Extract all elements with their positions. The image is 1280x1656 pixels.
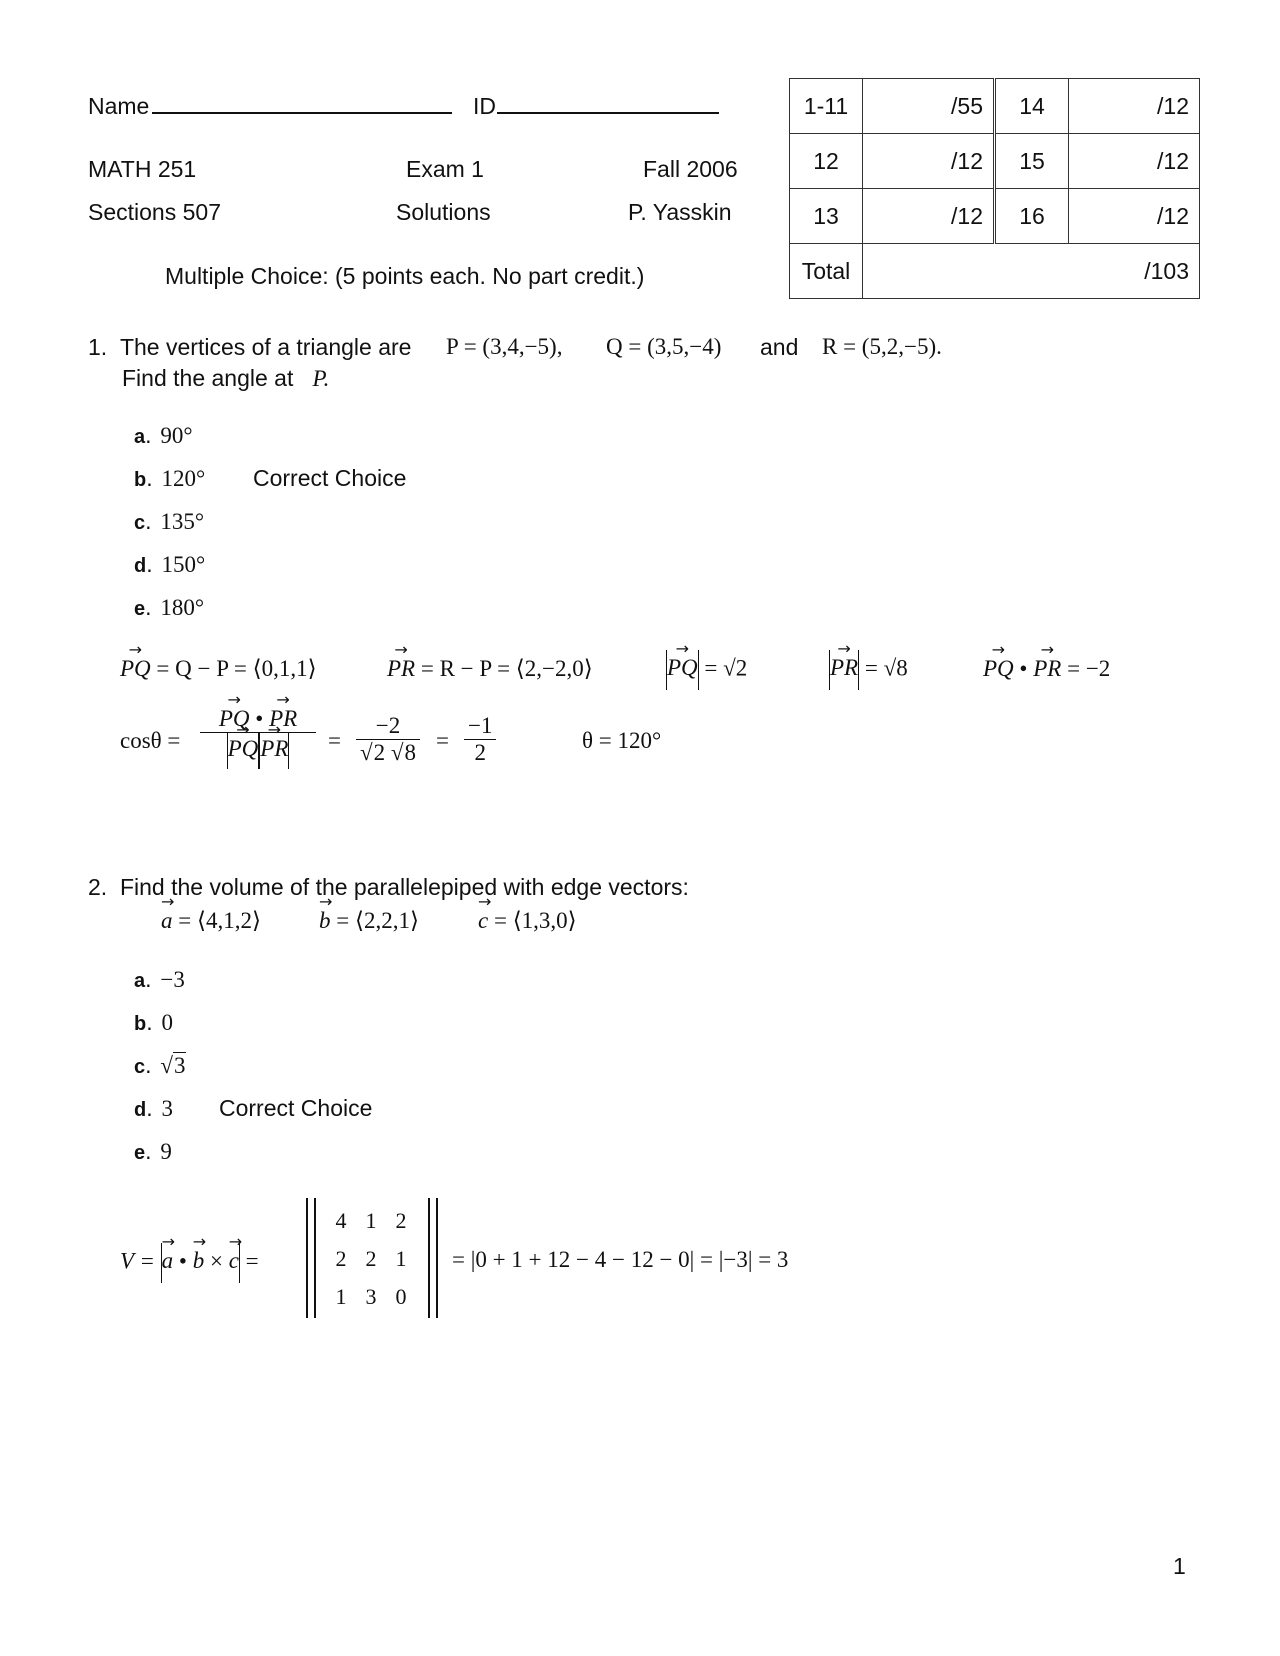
vector-b: → b = ⟨2,2,1⟩ bbox=[319, 908, 419, 934]
choice-c[interactable]: c. 135° bbox=[134, 508, 205, 534]
table-cell: /12 bbox=[1069, 189, 1200, 244]
choice-e[interactable]: e. 9 bbox=[134, 1138, 172, 1164]
choice-c[interactable]: c. √3 bbox=[134, 1052, 186, 1078]
dot-product: → PQ • → PR = −2 bbox=[983, 656, 1110, 682]
table-cell: 1-11 bbox=[790, 79, 863, 134]
table-row bbox=[790, 189, 1200, 244]
table-row bbox=[790, 134, 1200, 189]
page-number: 1 bbox=[1173, 1553, 1186, 1579]
term: Fall 2006 bbox=[643, 156, 738, 182]
name-field[interactable] bbox=[152, 112, 452, 114]
choice-b[interactable]: b. 0 bbox=[134, 1009, 173, 1035]
instructor: P. Yasskin bbox=[628, 199, 732, 225]
table-cell: 14 bbox=[995, 79, 1069, 134]
problem-number: 2 bbox=[88, 874, 101, 900]
choice-a[interactable]: a. −3 bbox=[134, 966, 185, 992]
table-cell: 15 bbox=[995, 134, 1069, 189]
choice-a[interactable]: a. 90° bbox=[134, 422, 193, 448]
problem-1-line2: Find the angle at P. bbox=[122, 365, 330, 391]
score-table bbox=[789, 78, 1200, 299]
cos-fraction: → PQ • → PR → PQ→ PR bbox=[200, 706, 316, 769]
point-r: R = (5,2,−5). bbox=[822, 334, 942, 359]
choice-e[interactable]: e. 180° bbox=[134, 594, 205, 620]
total-label: Total bbox=[790, 244, 863, 299]
table-cell: 16 bbox=[995, 189, 1069, 244]
problem-1-number-row: 1. The vertices of a triangle are bbox=[88, 334, 412, 360]
exam: Exam 1 bbox=[406, 156, 484, 182]
pr-magnitude: → PR = √8 bbox=[829, 650, 908, 690]
table-cell: 12 bbox=[790, 134, 863, 189]
determinant-bar bbox=[306, 1198, 308, 1318]
volume-result: = |0 + 1 + 12 − 4 − 12 − 0| = |−3| = 3 bbox=[452, 1247, 789, 1272]
problem-text: Find the volume of the parallelepiped with edge vectors: bbox=[119, 874, 689, 900]
correct-choice-mark: Correct Choice bbox=[253, 465, 407, 491]
table-cell: 13 bbox=[790, 189, 863, 244]
doc-type: Solutions bbox=[396, 199, 491, 225]
pq-definition: → PQ = Q − P = ⟨0,1,1⟩ bbox=[120, 656, 317, 682]
determinant-bar bbox=[436, 1198, 438, 1318]
point-p: P = (3,4,−5), bbox=[446, 334, 563, 359]
point-q: Q = (3,5,−4) bbox=[606, 334, 722, 359]
choice-d[interactable]: d. 3 bbox=[134, 1095, 173, 1121]
table-row bbox=[790, 79, 1200, 134]
determinant-matrix: 4 1 2 2 2 1 1 3 0 bbox=[335, 1208, 407, 1309]
step-fraction: $\frac{-2}{√2 √8}$ bbox=[356, 713, 420, 766]
problem-2-number-row: 2. Find the volume of the parallelepiped with edge vectors: bbox=[88, 874, 689, 900]
sections: Sections 507 bbox=[88, 199, 221, 225]
table-row bbox=[790, 244, 1200, 299]
choice-d[interactable]: d. 150° bbox=[134, 551, 206, 577]
table-cell: /12 bbox=[863, 134, 995, 189]
id-label: ID bbox=[473, 93, 496, 119]
id-field[interactable] bbox=[497, 112, 719, 114]
determinant-bar bbox=[428, 1198, 430, 1318]
problem-number: 1 bbox=[88, 334, 101, 360]
theta-result: θ = 120° bbox=[582, 728, 662, 753]
instructions: Multiple Choice: (5 points each. No part credit.) bbox=[165, 263, 645, 289]
choice-b[interactable]: b. 120° bbox=[134, 465, 206, 491]
cos-label: cosθ = bbox=[120, 728, 181, 753]
pr-definition: → PR = R − P = ⟨2,−2,0⟩ bbox=[387, 656, 593, 682]
vector-a: → a = ⟨4,1,2⟩ bbox=[161, 908, 261, 934]
table-cell: /55 bbox=[863, 79, 995, 134]
total-points: /103 bbox=[863, 244, 1200, 299]
table-cell: /12 bbox=[1069, 79, 1200, 134]
result-fraction: $\frac{-1}{2}$ bbox=[464, 713, 496, 766]
and-word: and bbox=[760, 334, 799, 360]
course: MATH 251 bbox=[88, 156, 197, 182]
vector-c: → c = ⟨1,3,0⟩ bbox=[478, 908, 577, 934]
name-label: Name bbox=[88, 93, 150, 119]
determinant-bar bbox=[314, 1198, 316, 1318]
correct-choice-mark: Correct Choice bbox=[219, 1095, 373, 1121]
table-cell: /12 bbox=[1069, 134, 1200, 189]
problem-text: The vertices of a triangle are bbox=[119, 334, 412, 360]
pq-magnitude: → PQ = √2 bbox=[666, 650, 747, 690]
table-cell: /12 bbox=[863, 189, 995, 244]
volume-label: V = → a • → b × → c = bbox=[120, 1243, 259, 1283]
